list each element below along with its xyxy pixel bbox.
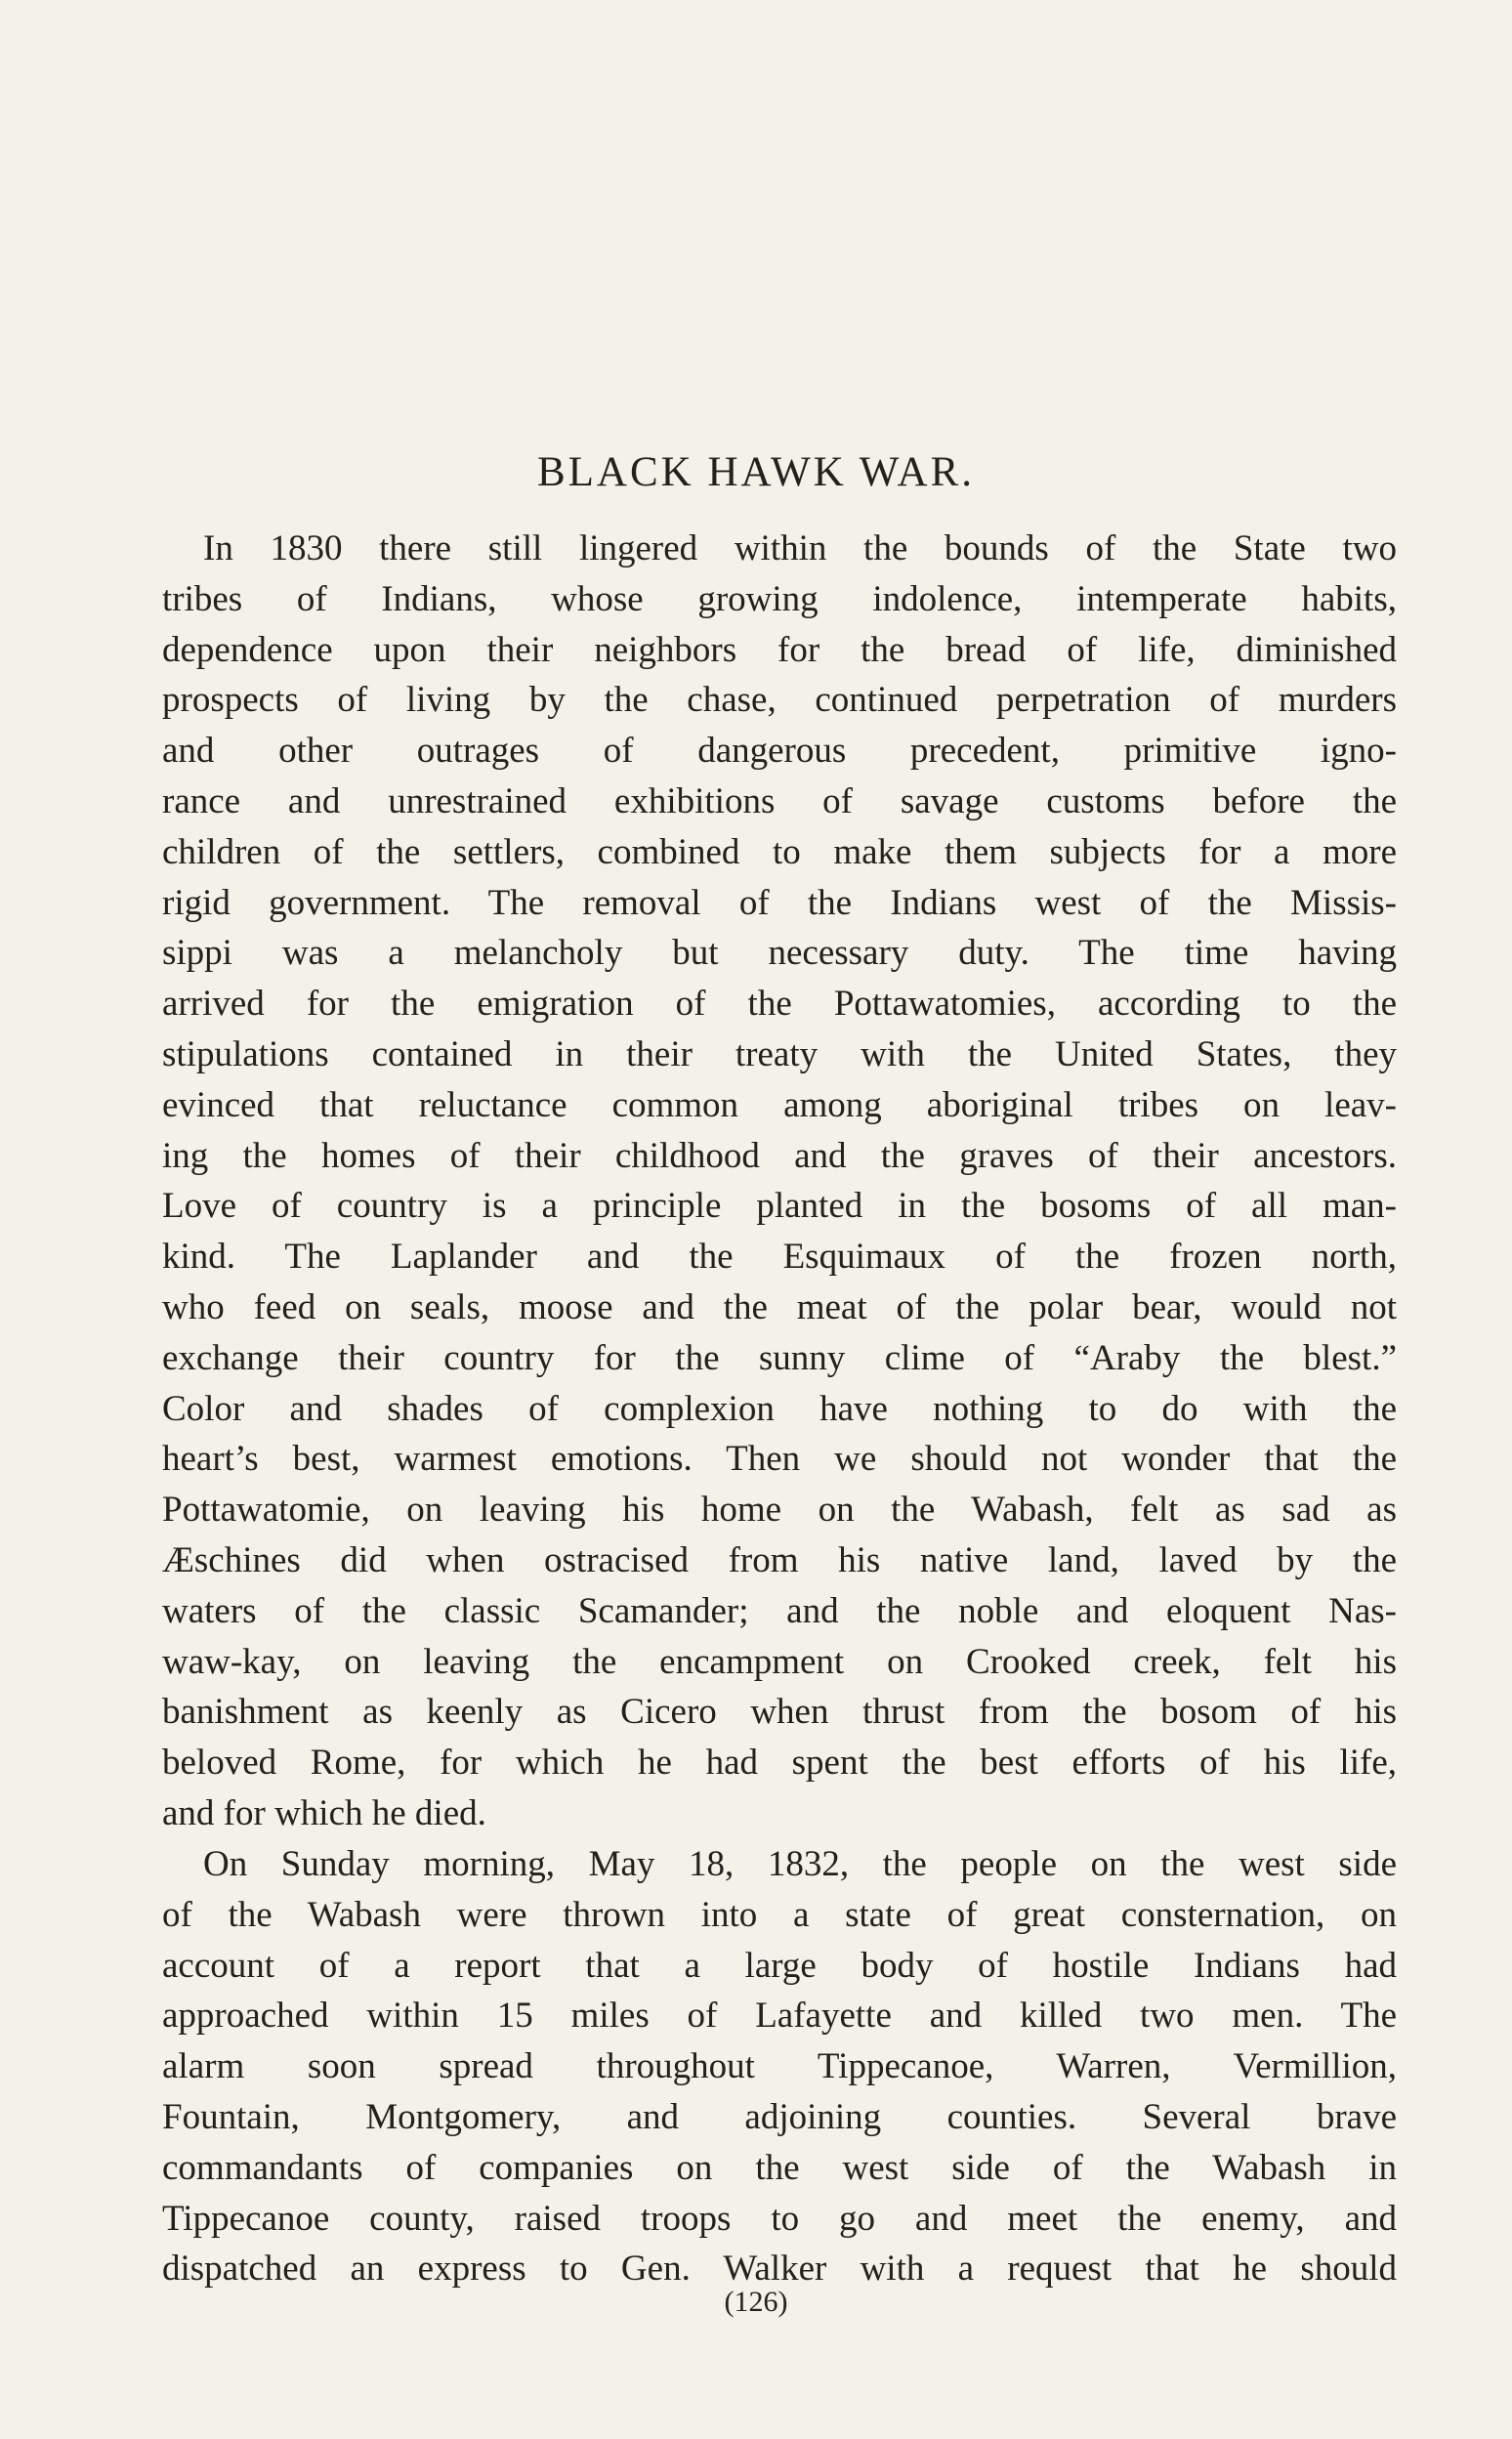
- text-line: commandants of companies on the west side of the Wabash in: [162, 2147, 1397, 2188]
- text-line: exchange their country for the sunny clime of “Araby the blest.”: [162, 1337, 1397, 1378]
- text-line: rance and unrestrained exhibitions of savage customs before the: [162, 780, 1397, 821]
- chapter-title: BLACK HAWK WAR.: [536, 449, 976, 495]
- text-line: approached within 15 miles of Lafayette and killed two men. The: [162, 1996, 1397, 2037]
- text-line: evinced that reluctance common among aboriginal tribes on leav-: [162, 1084, 1397, 1125]
- text-line: Fountain, Montgomery, and adjoining counties. Several brave: [162, 2096, 1397, 2137]
- text-line: waters of the classic Scamander; and the noble and eloquent Nas-: [162, 1590, 1397, 1631]
- paragraph-2: [162, 1839, 1397, 2294]
- text-line: dispatched an express to Gen. Walker with a request that he should: [162, 2249, 1397, 2290]
- text-line: ing the homes of their childhood and the graves of their ancestors.: [162, 1135, 1397, 1176]
- text-line: prospects of living by the chase, continued perpetration of murders: [162, 680, 1397, 721]
- text-line: and for which he died.: [162, 1792, 486, 1833]
- text-line: stipulations contained in their treaty with the United States, they: [162, 1033, 1397, 1074]
- text-line: arrived for the emigration of the Pottawatomies, according to the: [162, 984, 1397, 1025]
- text-line: Æschines did when ostracised from his native land, laved by the: [162, 1539, 1397, 1580]
- text-line: In 1830 there still lingered within the bounds of the State two: [203, 528, 1397, 568]
- paragraph-1: [162, 524, 1397, 1839]
- text-line: and other outrages of dangerous precedent, primitive igno-: [162, 731, 1397, 772]
- text-line: tribes of Indians, whose growing indolence, intemperate habits,: [162, 578, 1397, 619]
- text-line: children of the settlers, combined to make them subjects for a more: [162, 831, 1397, 872]
- text-line: beloved Rome, for which he had spent the best efforts of his life,: [162, 1743, 1397, 1784]
- page-number: (126): [724, 2286, 788, 2318]
- text-line: alarm soon spread throughout Tippecanoe, Warren, Vermillion,: [162, 2046, 1397, 2087]
- text-line: On Sunday morning, May 18, 1832, the people on the west side: [203, 1844, 1397, 1884]
- text-line: heart’s best, warmest emotions. Then we should not wonder that the: [162, 1439, 1397, 1480]
- text-line: who feed on seals, moose and the meat of the polar bear, would not: [162, 1286, 1397, 1327]
- text-line: waw-kay, on leaving the encampment on Crooked creek, felt his: [162, 1641, 1397, 1682]
- text-line: Pottawatomie, on leaving his home on the Wabash, felt as sad as: [162, 1490, 1397, 1531]
- text-line: banishment as keenly as Cicero when thrust from the bosom of his: [162, 1692, 1397, 1733]
- text-line: account of a report that a large body of hostile Indians had: [162, 1945, 1397, 1986]
- text-line: kind. The Laplander and the Esquimaux of the frozen north,: [162, 1237, 1397, 1278]
- text-line: dependence upon their neighbors for the bread of life, diminished: [162, 629, 1397, 670]
- text-line: Tippecanoe county, raised troops to go and meet the enemy, and: [162, 2198, 1397, 2239]
- text-line: Love of country is a principle planted in the bosoms of all man-: [162, 1186, 1397, 1227]
- text-line: sippi was a melancholy but necessary duty. The time having: [162, 933, 1397, 974]
- text-line: Color and shades of complexion have nothing to do with the: [162, 1388, 1397, 1429]
- text-line: rigid government. The removal of the Indians west of the Missis-: [162, 882, 1397, 923]
- text-line: of the Wabash were thrown into a state of great consternation, on: [162, 1894, 1397, 1935]
